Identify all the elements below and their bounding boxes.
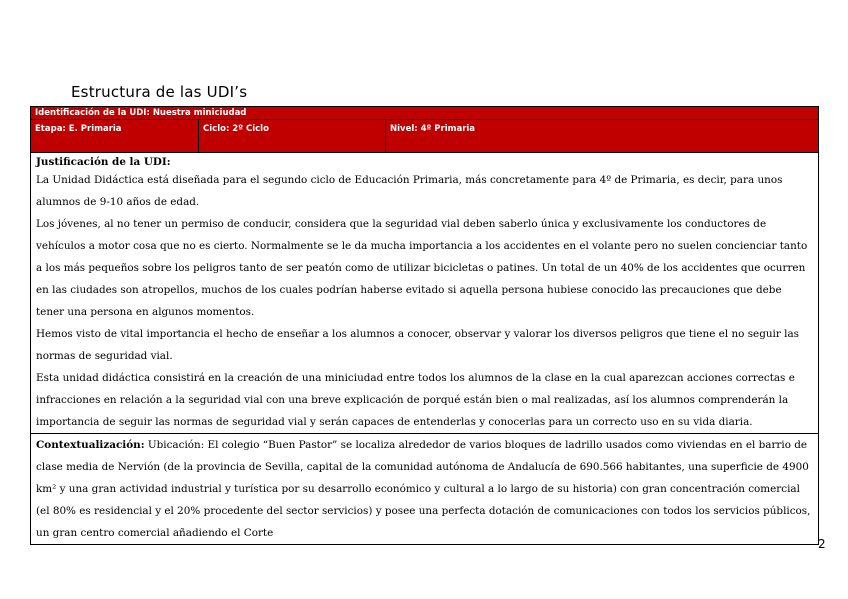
- udi-structure-table: [30, 106, 819, 545]
- justification-heading: Justificación de la UDI:: [36, 156, 171, 168]
- identification-row: [31, 107, 819, 120]
- udi-identification: Identificación de la UDI: Nuestra miniciudad: [31, 107, 819, 120]
- stage-cell: Etapa: E. Primaria: [31, 120, 199, 153]
- context-row: [31, 434, 819, 545]
- page-number: 2: [818, 537, 826, 551]
- justification-paragraph-1: La Unidad Didáctica está diseñada para el segundo ciclo de Educación Primaria, más concretamente para 4º de Primaria, es decir, para unos alumnos de 9-10 años de edad.: [36, 174, 783, 208]
- level-cell: Nivel: 4º Primaria: [386, 120, 819, 153]
- justification-paragraph-2: Los jóvenes, al no tener un permiso de conducir, considera que la seguridad vial deben saberlo única y exclusivamente los conductores de vehículos a motor cosa que no es cierto. Normalmente se le da mucha importancia a los accidentes en el volante pero no suelen concienciar tanto a los más pequeños sobre los peligros tanto de ser peatón como de utilizar bicicletas o patines. Un total de un 40% de los accidentes que ocurren en las ciudades son atropellos, muchos de los cuales podrían haberse evitado si aquella persona hubiese conocido las precauciones que debe tener una persona en algunos momentos.: [36, 218, 808, 318]
- context-heading: Contextualización:: [36, 439, 145, 451]
- justification-paragraph-4: Esta unidad didáctica consistirá en la creación de una miniciudad entre todos los alumnos de la clase en la cual aparezcan acciones correctas e infracciones en relación a la seguridad vial con una breve explicación de porqué están bien o mal realizadas, así los alumnos comprenderán la importancia de seguir las normas de seguridad vial y serán capaces de entenderlas y conocerlas para un correcto uso en su vida diaria.: [36, 372, 795, 428]
- document-title: Estructura de las UDI’s: [71, 83, 248, 101]
- stage-cycle-level-row: [31, 120, 819, 153]
- context-cell: [31, 434, 819, 545]
- justification-row: [31, 153, 819, 434]
- justification-cell: [31, 153, 819, 434]
- justification-paragraph-3: Hemos visto de vital importancia el hecho de enseñar a los alumnos a conocer, observar y valorar los diversos peligros que tiene el no seguir las normas de seguridad vial.: [36, 328, 799, 362]
- context-text: Ubicación: El colegio “Buen Pastor” se localiza alrededor de varios bloques de ladrillo usados como viviendas en el barrio de clase media de Nervión (de la provincia de Sevilla, capital de la comunidad autónoma de Andalucía de 690.566 habitantes, una superficie de 4900 km² y una gran actividad industrial y turística por su desarrollo económico y cultural a lo largo de su historia) con gran concentración comercial (el 80% es residencial y el 20% procedente del sector servicios) y posee una perfecta dotación de comunicaciones con todos los servicios públicos, un gran centro comercial añadiendo el Corte: [36, 439, 811, 539]
- cycle-cell: Ciclo: 2º Ciclo: [199, 120, 386, 153]
